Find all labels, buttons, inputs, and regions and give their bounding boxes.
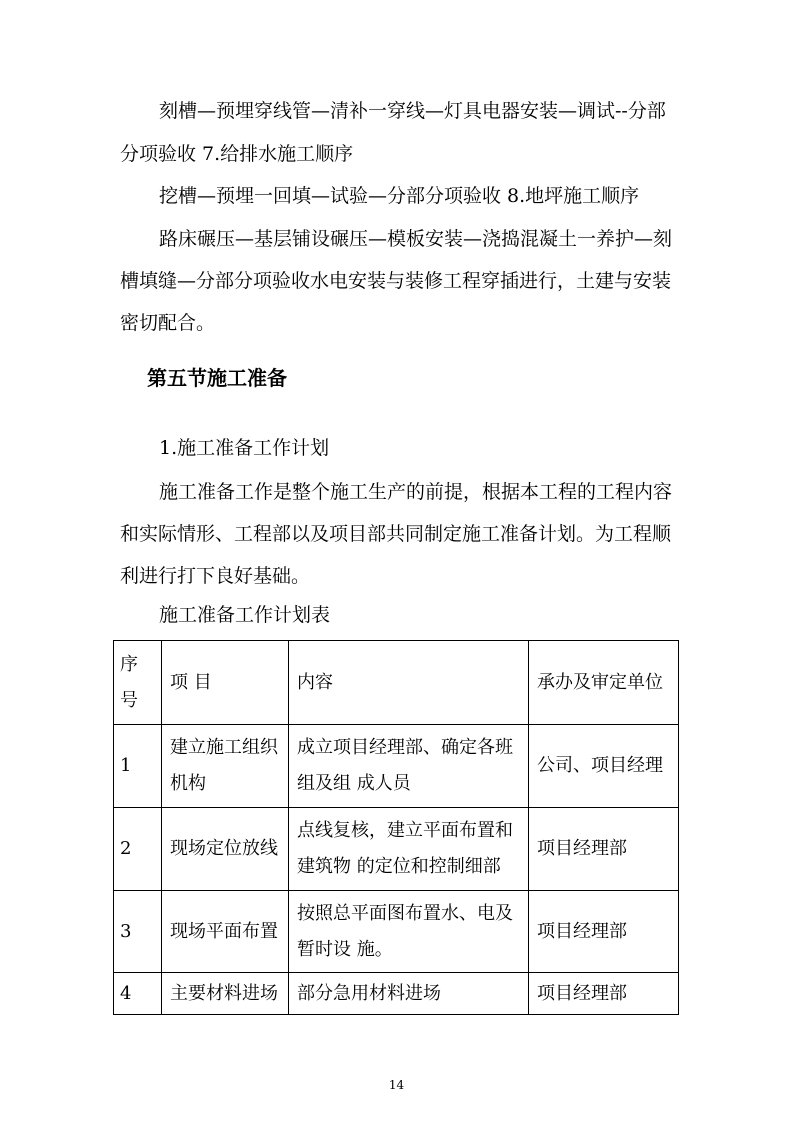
row-content-line2: 组及组 成人员 [297, 773, 411, 794]
row-item-line2: 机构 [170, 773, 206, 794]
row-no: 2 [114, 808, 162, 891]
row-no: 4 [114, 973, 162, 1015]
row-content-line1: 成立项目经理部、确定各班 [297, 737, 513, 758]
sub-title: 1.施工准备工作计划 [159, 437, 330, 459]
header-item [162, 641, 289, 725]
row-unit: 项目经理部 [529, 891, 679, 973]
header-unit [529, 641, 679, 725]
row-unit: 公司、项目经理 [529, 725, 679, 808]
row-item: 现场平面布置 [162, 891, 289, 973]
table-row [114, 725, 679, 808]
paragraph-line-2: 分项验收 7.给排水施工顺序 [120, 143, 354, 165]
table-row [114, 808, 679, 891]
section-title: 第五节施工准备 [147, 366, 287, 390]
paragraph-line-3: 挖槽—预埋一回填—试验—分部分项验收 8.地坪施工顺序 [159, 185, 640, 207]
plan-table [113, 640, 679, 1015]
row-content [289, 808, 529, 891]
row-item: 现场定位放线 [162, 808, 289, 891]
header-content [289, 641, 529, 725]
row-item-line1: 建立施工组织 [170, 737, 278, 758]
paragraph-line-6: 密切配合。 [120, 312, 216, 334]
page-number: 14 [388, 1078, 405, 1092]
intro-line-2: 和实际情形、工程部以及项目部共同制定施工准备计划。为工程顺 [120, 523, 672, 545]
intro-line-3: 利进行打下良好基础。 [120, 565, 311, 587]
row-content-line2: 暂时设 施。 [297, 938, 393, 960]
paragraph-line-1: 刻槽—预埋穿线管—清补一穿线—灯具电器安装—调试--分部 [159, 100, 666, 122]
row-item: 主要材料进场 [162, 973, 289, 1015]
header-no [114, 641, 162, 725]
header-content-label: 内容 [297, 671, 333, 693]
row-no: 1 [114, 725, 162, 808]
header-item-label: 项 目 [170, 671, 212, 693]
row-content [289, 725, 529, 808]
table-caption: 施工准备工作计划表 [159, 604, 331, 626]
row-unit: 项目经理部 [529, 808, 679, 891]
paragraph-line-4: 路床碾压—基层铺设碾压—模板安装—浇捣混凝土一养护—刻 [159, 228, 673, 250]
intro-line-1: 施工准备工作是整个施工生产的前提，根据本工程的工程内容 [159, 481, 673, 503]
paragraph-line-5: 槽填缝—分部分项验收水电安装与装修工程穿插进行，土建与安装 [120, 270, 672, 292]
table-row [114, 891, 679, 973]
row-content: 部分急用材料进场 [289, 973, 529, 1015]
table-header-row [114, 641, 679, 725]
table-row [114, 973, 679, 1015]
row-content-line2: 建筑物 的定位和控制细部 [297, 856, 501, 877]
header-no-line2: 号 [120, 689, 138, 711]
row-content-line1: 按照总平面图布置水、电及 [297, 902, 513, 924]
header-no-line1: 序 [120, 653, 138, 675]
row-item [162, 725, 289, 808]
row-unit: 项目经理部 [529, 973, 679, 1015]
row-content [289, 891, 529, 973]
row-no: 3 [114, 891, 162, 973]
row-content-line1: 点线复核，建立平面布置和 [297, 820, 513, 841]
header-unit-label: 承办及审定单位 [537, 671, 663, 693]
